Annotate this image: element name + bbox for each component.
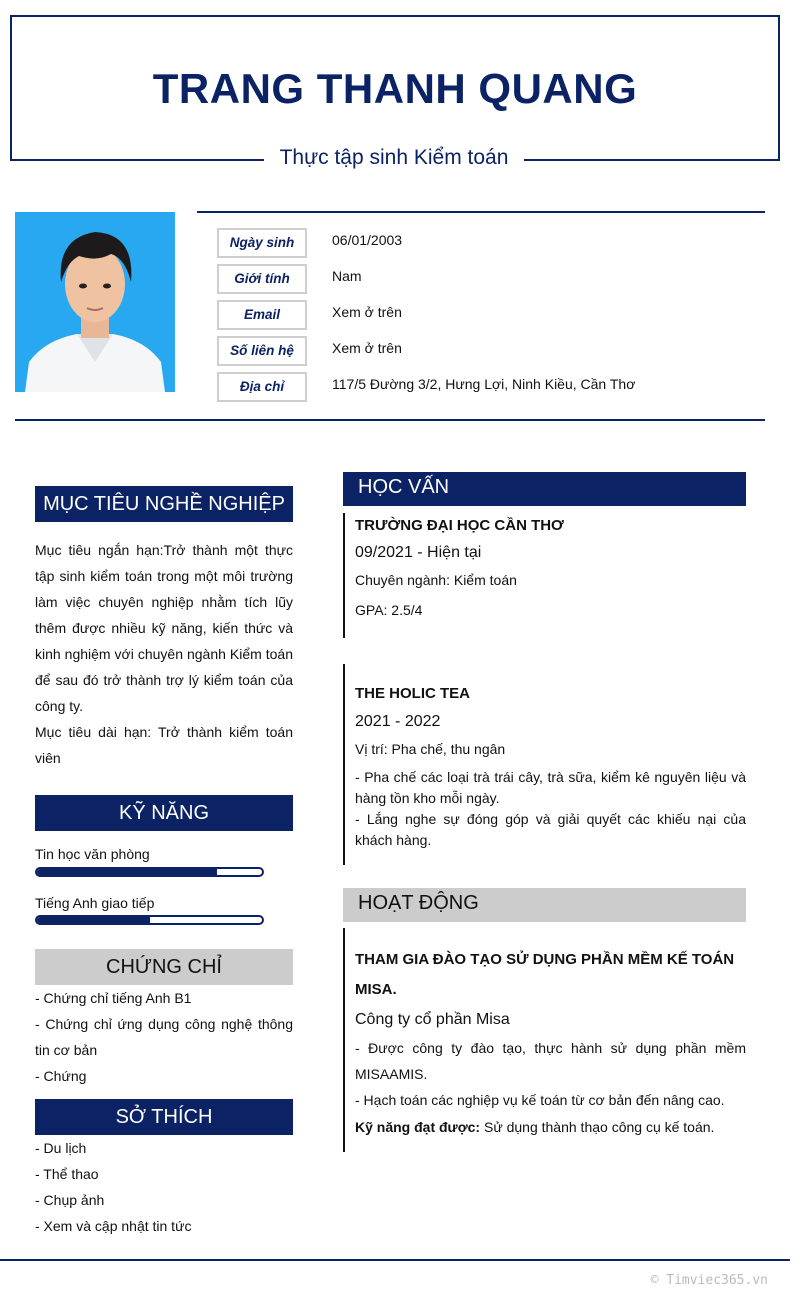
info-label: Số liên hệ [217,336,307,366]
experience-position: Vị trí: Pha chế, thu ngân [355,741,506,757]
experience-period: 2021 - 2022 [355,713,441,730]
education-school: TRƯỜNG ĐẠI HỌC CẦN THƠ [355,517,564,534]
experience-desc: - Lắng nghe sự đóng góp và giải quyết các khiếu nại của khách hàng. [355,811,746,848]
activity-desc: - Được công ty đào tạo, thực hành sử dụng phần mềm MISAAMIS. [355,1040,746,1082]
skill-name: Tiếng Anh giao tiếp [35,895,155,911]
hobby-item: - Du lịch [35,1140,87,1156]
experience-entry [343,664,746,865]
skill-bar-fill [37,917,150,923]
activity-skills-text: Sử dụng thành thạo công cụ kế toán. [480,1119,715,1135]
activity-skills-label: Kỹ năng đạt được: [355,1119,481,1135]
objective-long: Mục tiêu dài hạn: Trở thành kiểm toán viên [35,724,293,766]
certificates-title: CHỨNG CHỈ [35,949,293,985]
info-value: Nam [332,268,362,284]
skill-bar [35,867,264,877]
hobby-item: - Thể thao [35,1166,99,1182]
activities-title: HOẠT ĐỘNG [343,888,746,922]
hobbies-title: SỞ THÍCH [35,1099,293,1135]
candidate-name: TRANG THANH QUANG [152,65,638,112]
activity-entry [343,928,746,1152]
skill-bar [35,915,264,925]
education-gpa: GPA: 2.5/4 [355,602,423,618]
activity-name: THAM GIA ĐÀO TẠO SỬ DỤNG PHẦN MỀM KẾ TOÁN MISA. [355,951,735,998]
info-label: Ngày sinh [217,228,307,258]
activity-org: Công ty cổ phần Misa [355,1011,510,1028]
activity-skills [355,1119,746,1135]
education-major: Chuyên ngành: Kiểm toán [355,572,517,588]
hobby-item: - Xem và cập nhật tin tức [35,1218,192,1234]
job-title: Thực tập sinh Kiểm toán [264,146,524,170]
objective-short: Mục tiêu ngắn hạn:Trở thành một thực tập sinh kiểm toán trong một môi trường làm việc chuyên nghiệp nhằm tích lũy thêm được nhiều kỹ năng, kiến thức và kinh nghiệm với chuyên ngành Kiểm toán để sau đó trở thành trợ lý kiểm toán của công ty. [35,542,293,714]
hobby-item: - Chụp ảnh [35,1192,105,1208]
info-label: Địa chỉ [217,372,307,402]
info-value: Xem ở trên [332,304,402,320]
certificate-item: - Chứng chỉ tiếng Anh B1 [35,990,192,1006]
skills-title: KỸ NĂNG [35,795,293,831]
info-value: 117/5 Đường 3/2, Hưng Lợi, Ninh Kiều, Cần Thơ [332,376,636,392]
avatar [15,212,175,392]
education-title: HỌC VẤN [343,472,746,506]
experience-desc: - Pha chế các loại trà trái cây, trà sữa, kiểm kê nguyên liệu và hàng tồn kho mỗi ngày. [355,769,746,806]
education-entry [343,513,746,638]
certificate-item: - Chứng chỉ ứng dụng công nghệ thông tin cơ bản [35,1016,293,1058]
info-value: Xem ở trên [332,340,402,356]
footer-divider [0,1259,790,1261]
info-value: 06/01/2003 [332,232,403,248]
header-box [10,15,780,161]
education-period: 09/2021 - Hiện tại [355,544,482,561]
info-label: Email [217,300,307,330]
skill-name: Tin học văn phòng [35,846,150,862]
info-divider-top [197,211,765,213]
info-divider-bottom [15,419,765,421]
experience-company: THE HOLIC TEA [355,685,470,702]
activity-desc: - Hạch toán các nghiệp vụ kế toán từ cơ bản đến nâng cao. [355,1092,725,1108]
skill-bar-fill [37,869,217,875]
objective-title: MỤC TIÊU NGHỀ NGHIỆP [35,486,293,522]
certificate-item: - Chứng [35,1068,87,1084]
info-label: Giới tính [217,264,307,294]
footer-credit: © Timviec365.vn [650,1273,768,1288]
